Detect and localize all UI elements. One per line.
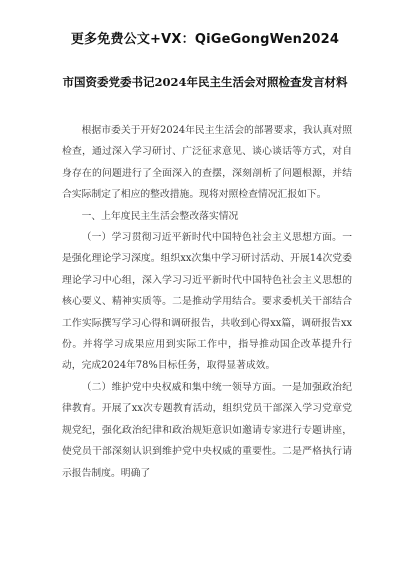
document-title: 市国资委党委书记2024年民主生活会对照检查发言材料 — [62, 75, 348, 89]
intro-paragraph: 根据市委关于开好2024年民主生活会的部署要求，我认真对照检查，通过深入学习研讨、广泛征求意见、谈心谈话等方式，对自身存在的问题进行了全面深入的查摆，深刻剖析了问题根源，并结合实际制定了相应的整改措施。现将对照检查情况汇报如下。 — [62, 125, 352, 201]
watermark-text: 更多免费公文+VX：QiGeGongWen2024 — [70, 32, 340, 47]
document-body — [62, 120, 352, 484]
body-paragraph-theory-study: （一）学习贯彻习近平新时代中国特色社会主义思想方面。一是强化理论学习深度。组织xx次集中学习研讨活动、开展14次党委理论学习中心组，深入学习习近平新时代中国特色社会主义思想的核心要义、精神实质等。二是推动学用结合。要求委机关干部结合工作实际撰写学习心得和调研报告，共收到心得xx篇，调研报告xx份。并将学习成果应用到实际工作中，指导推动国企改革提升行动，完成2024年78%目标任务，取得显著成效。 — [62, 232, 352, 372]
section-heading: 一、上年度民主生活会整改落实情况 — [81, 210, 239, 222]
body-paragraph-party-authority: （二）维护党中央权威和集中统一领导方面。一是加强政治纪律教育。开展了xx次专题教育活动，组织党员干部深入学习党章党规党纪，强化政治纪律和政治规矩意识如邀请专家进行专题讲座，使党员干部深刻认识到维护党中央权威的重要性。二是严格执行请示报告制度。明确了 — [62, 381, 352, 479]
